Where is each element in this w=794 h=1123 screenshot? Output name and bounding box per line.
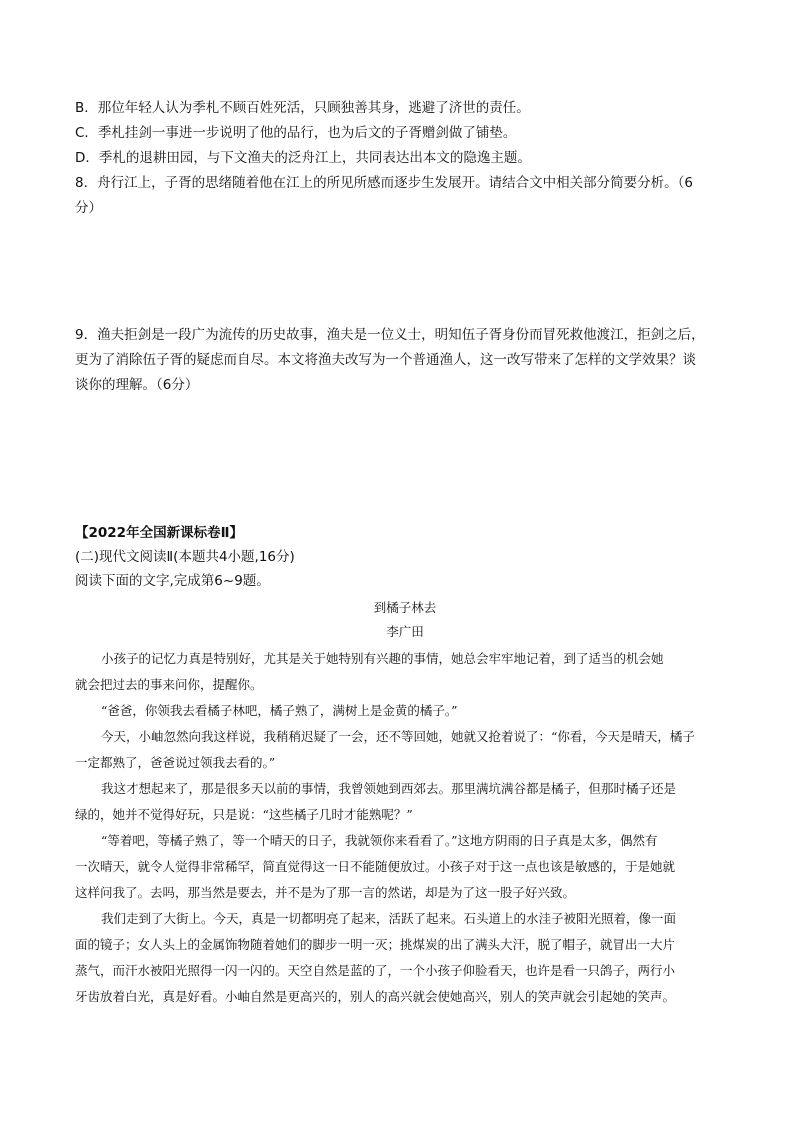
- story-line: 绿的，她并不觉得好玩，只是说：“这些橘子几时才能熟呢？”: [75, 807, 413, 822]
- q9-text-line2: 更为了消除伍子胥的疑虑而自尽。本文将渔夫改写为一个普通渔人，这一改写带来了怎样的文学效果？谈: [75, 352, 696, 368]
- story-line: 牙齿放着白光，真是好看。小岫自然是更高兴的，别人的高兴就会使她高兴，别人的笑声就会引起她的笑声。: [75, 989, 676, 1004]
- story-line: 今天，小岫忽然向我这样说，我稍稍迟疑了一会，还不等回她，她就又抢着说了：“你看，今天是晴天，橘子: [101, 729, 695, 744]
- story-line: 这样问我了。去吗，那当然是要去，并不是为了那一言的然诺，却是为了这一股子好兴致。: [75, 885, 576, 900]
- story-author: 李广田: [386, 624, 424, 639]
- story-line: 小孩子的记忆力真是特别好，尤其是关于她特别有兴趣的事情，她总会牢牢地记着，到了适当的机会她: [101, 651, 664, 666]
- part-title: (二)现代文阅读Ⅱ(本题共4小题,16分): [75, 549, 295, 565]
- q9-text-line3: 谈你的理解。（6分）: [75, 377, 199, 393]
- exam-title: 【2022年全国新课标卷Ⅱ】: [75, 525, 243, 541]
- q7-option-c: C．季札挂剑一事进一步说明了他的品行，也为后文的子胥赠剑做了铺垫。: [75, 125, 517, 141]
- story-line: “等着吧，等橘子熟了，等一个晴天的日子，我就领你来看看了。”这地方阴雨的日子真是太多，偶然有: [101, 833, 658, 848]
- story-title: 到橘子林去: [373, 600, 437, 615]
- reading-instruction: 阅读下面的文字,完成第6~9题。: [75, 573, 270, 589]
- story-line: “爸爸，你领我去看橘子林吧，橘子熟了，满树上是金黄的橘子。”: [101, 703, 458, 718]
- q7-option-b: B．那位年轻人认为季札不顾百姓死活，只顾独善其身，逃避了济世的责任。: [75, 100, 530, 116]
- story-line: 一次晴天，就令人觉得非常稀罕，简直觉得这一日不能随便放过。小孩子对于这一点也该是敏感的，于是她就: [75, 859, 676, 874]
- story-line: 蒸气，而汗水被阳光照得一闪一闪的。天空自然是蓝的了，一个小孩子仰脸看天，也许是看一只鸽子，两行小: [75, 963, 676, 978]
- q8-text-line2: 分）: [75, 200, 102, 216]
- q9-text-line1: 9．渔夫拒剑是一段广为流传的历史故事，渔夫是一位义士，明知伍子胥身份而冒死救他渡江，拒剑之后，: [75, 327, 705, 343]
- q7-option-d: D．季札的退耕田园，与下文渔夫的泛舟江上，共同表达出本文的隐逸主题。: [75, 150, 531, 166]
- story-line: 我这才想起来了，那是很多天以前的事情，我曾领她到西郊去。那里满坑满谷都是橘子，但那时橘子还是: [101, 781, 677, 796]
- story-line: 面的镜子；女人头上的金属饰物随着她们的脚步一明一灭；挑煤炭的出了满头大汗，脱了帽子，就冒出一大片: [75, 937, 676, 952]
- story-line: 一定都熟了，爸爸说过领我去看的。”: [75, 755, 276, 770]
- story-line: 我们走到了大街上。今天，真是一切都明亮了起来，活跃了起来。石头道上的水洼子被阳光照着，像一面: [101, 911, 677, 926]
- story-line: 就会把过去的事来问你，提醒你。: [75, 677, 263, 692]
- q8-text-line1: 8．舟行江上，子胥的思绪随着他在江上的所见所感而逐步生发展开。请结合文中相关部分简要分析。（6: [75, 175, 693, 191]
